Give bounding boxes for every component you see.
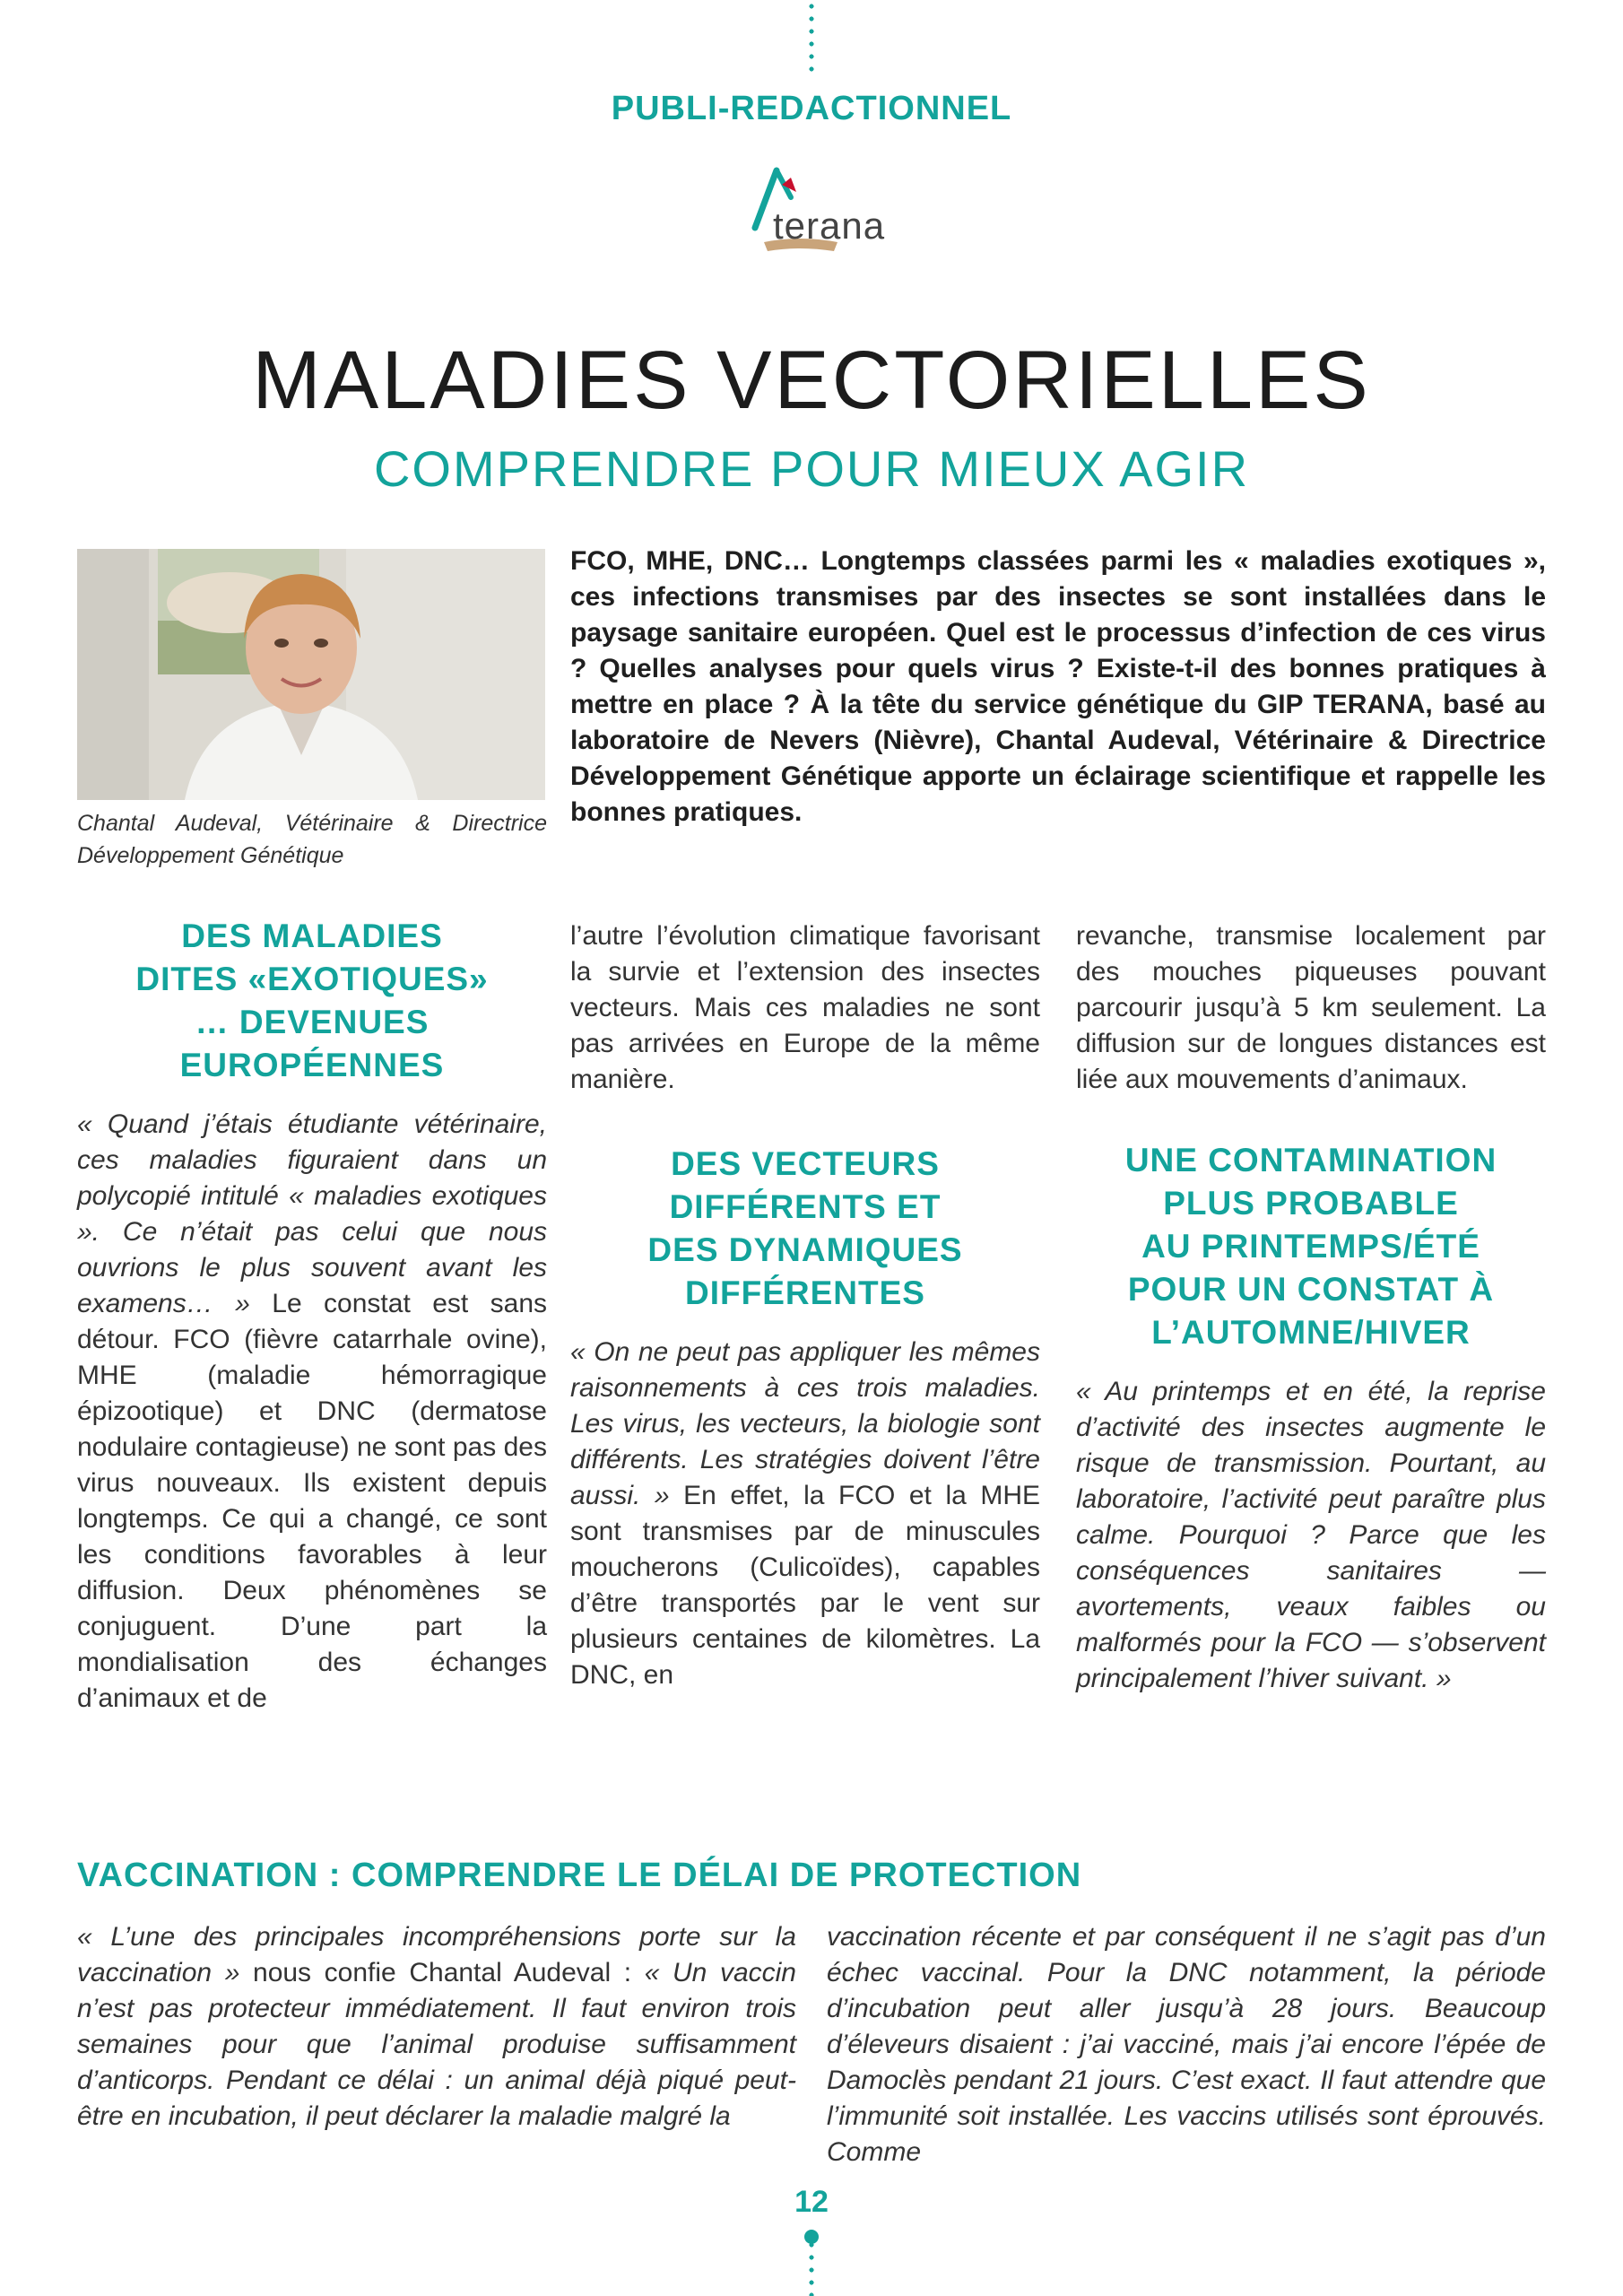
- column-3-body: [1076, 1374, 1546, 1697]
- quote: « Un vaccin n’est pas protecteur immédiatement. Il faut environ trois semaines pour que l’animal produise suffisamment d’anticorps. Pendant ce délai : un animal déjà piqué peut-être en incubation, il peut déclarer la maladie malgré la: [77, 1958, 796, 2131]
- column-3: [1076, 918, 1546, 1697]
- quote: « On ne peut pas appliquer les mêmes raisonnements à ces trois maladies. Les virus, les vecteurs, la biologie sont différents. Les stratégies doivent l’être aussi. »: [570, 1337, 1040, 1510]
- quote: « Au printemps et en été, la reprise d’activité des insectes augmente le risque de transmission. Pourtant, au laboratoire, l’activité peut paraître plus calme. Pourquoi ? Parce que les conséquences sanitaires — avortements, veaux faibles ou malformés pour la FCO — s’observent principalement l’hiver suivant. »: [1076, 1377, 1546, 1693]
- heading-line: PLUS PROBABLE: [1163, 1185, 1459, 1222]
- photo-caption: Chantal Audeval, Vétérinaire & Directrice Développement Génétique: [77, 811, 547, 868]
- column-2-body: [570, 1335, 1040, 1693]
- body-text: revanche, transmise localement par des mouches piqueuses pouvant parcourir jusqu’à 5 km seulement. La diffusion sur de longues distances est liée aux mouvements d’animaux.: [1076, 921, 1546, 1094]
- heading-line: AU PRINTEMPS/ÉTÉ: [1141, 1228, 1480, 1265]
- article-subtitle: COMPRENDRE POUR MIEUX AGIR: [373, 440, 1250, 497]
- heading-line: POUR UN CONSTAT À: [1127, 1271, 1495, 1308]
- vaccination-left-column: [77, 1919, 796, 2135]
- heading-line: DIFFÉRENTES: [685, 1274, 925, 1311]
- article-title: MALADIES VECTORIELLES: [252, 335, 1371, 426]
- heading-line: DES MALADIES: [181, 918, 443, 954]
- page-number: 12: [794, 2185, 829, 2219]
- portrait-photo-image: [77, 549, 545, 800]
- column-1-body: [77, 1107, 547, 1717]
- section-kicker: PUBLI-REDACTIONNEL: [611, 90, 1012, 127]
- body-text: En effet, la FCO et la MHE sont transmises par de minuscules moucherons (Culicoïdes), capables d’être transportés par le vent sur plusieurs centaines de kilomètres. La DNC, en: [570, 1481, 1041, 1690]
- heading-line: EUROPÉENNES: [179, 1047, 445, 1083]
- heading-line: L’AUTOMNE/HIVER: [1151, 1314, 1471, 1351]
- vaccination-right-column: [827, 1919, 1546, 2170]
- terana-logo: [737, 165, 898, 255]
- body-text: Le constat est sans détour. FCO (fièvre catarrhale ovine), MHE (maladie hémorragique épizootique) et DNC (dermatose nodulaire contagieuse) ne sont pas des virus nouveaux. Ils existent depuis longtemps. Ce qui a changé, ce sont les conditions favorables à leur diffusion. Deux phénomènes se conjuguent. D’une part la mondialisation des échanges d’animaux et de: [77, 1289, 548, 1713]
- body-text: nous confie Chantal Audeval :: [239, 1958, 645, 1987]
- column-2: [570, 918, 1040, 1693]
- quote: vaccination récente et par conséquent il ne s’agit pas d’un échec vaccinal. Pour la DNC notamment, la période d’incubation peut aller jusqu’à 28 jours. Beaucoup d’éleveurs disaient : j’ai vacciné, mais j’ai encore l’épée de Damoclès pendant 21 jours. C’est exact. Il faut attendre que l’immunité soit installée. Les vaccins utilisés sont éprouvés. Comme: [827, 1922, 1546, 2167]
- body-text: l’autre l’évolution climatique favorisant la survie et l’extension des insectes vecteurs. Mais ces maladies ne sont pas arrivées en Europe de la même manière.: [570, 921, 1040, 1094]
- bottom-dotted-line: [809, 2239, 814, 2296]
- heading-line: DITES «EXOTIQUES»: [135, 961, 489, 997]
- top-dotted-line: [809, 0, 814, 75]
- logo-text: terana: [773, 204, 886, 247]
- heading-line: DES DYNAMIQUES: [647, 1231, 963, 1268]
- heading-line: DES VECTEURS: [671, 1145, 940, 1182]
- column-1: [77, 915, 547, 1717]
- intro-paragraph: FCO, MHE, DNC… Longtemps classées parmi les « maladies exotiques », ces infections transmises par des insectes se sont installées dans le paysage sanitaire européen. Quel est le processus d’infection de ces virus ? Quelles analyses pour quels virus ? Existe-t-il des bonnes pratiques à mettre en place ? À la tête du service génétique du GIP TERANA, basé au laboratoire de Nevers (Nièvre), Chantal Audeval, Vétérinaire & Directrice Développement Génétique apporte un éclairage scientifique et rappelle les bonnes pratiques.: [570, 546, 1546, 827]
- heading-line: DIFFÉRENTS ET: [669, 1188, 942, 1225]
- heading-line: … DEVENUES: [195, 1004, 430, 1040]
- quote: « L’une des principales incompréhensions porte sur la vaccination »: [77, 1922, 796, 1987]
- portrait-photo: [77, 549, 545, 800]
- quote: « Quand j’étais étudiante vétérinaire, ces maladies figuraient dans un polycopié intitulé « maladies exotiques ». Ce n’était pas celui que nous ouvrions le plus souvent avant les examens… »: [77, 1109, 547, 1318]
- vaccination-heading: VACCINATION : COMPRENDRE LE DÉLAI DE PROTECTION: [77, 1857, 1082, 1894]
- heading-line: UNE CONTAMINATION: [1124, 1142, 1497, 1178]
